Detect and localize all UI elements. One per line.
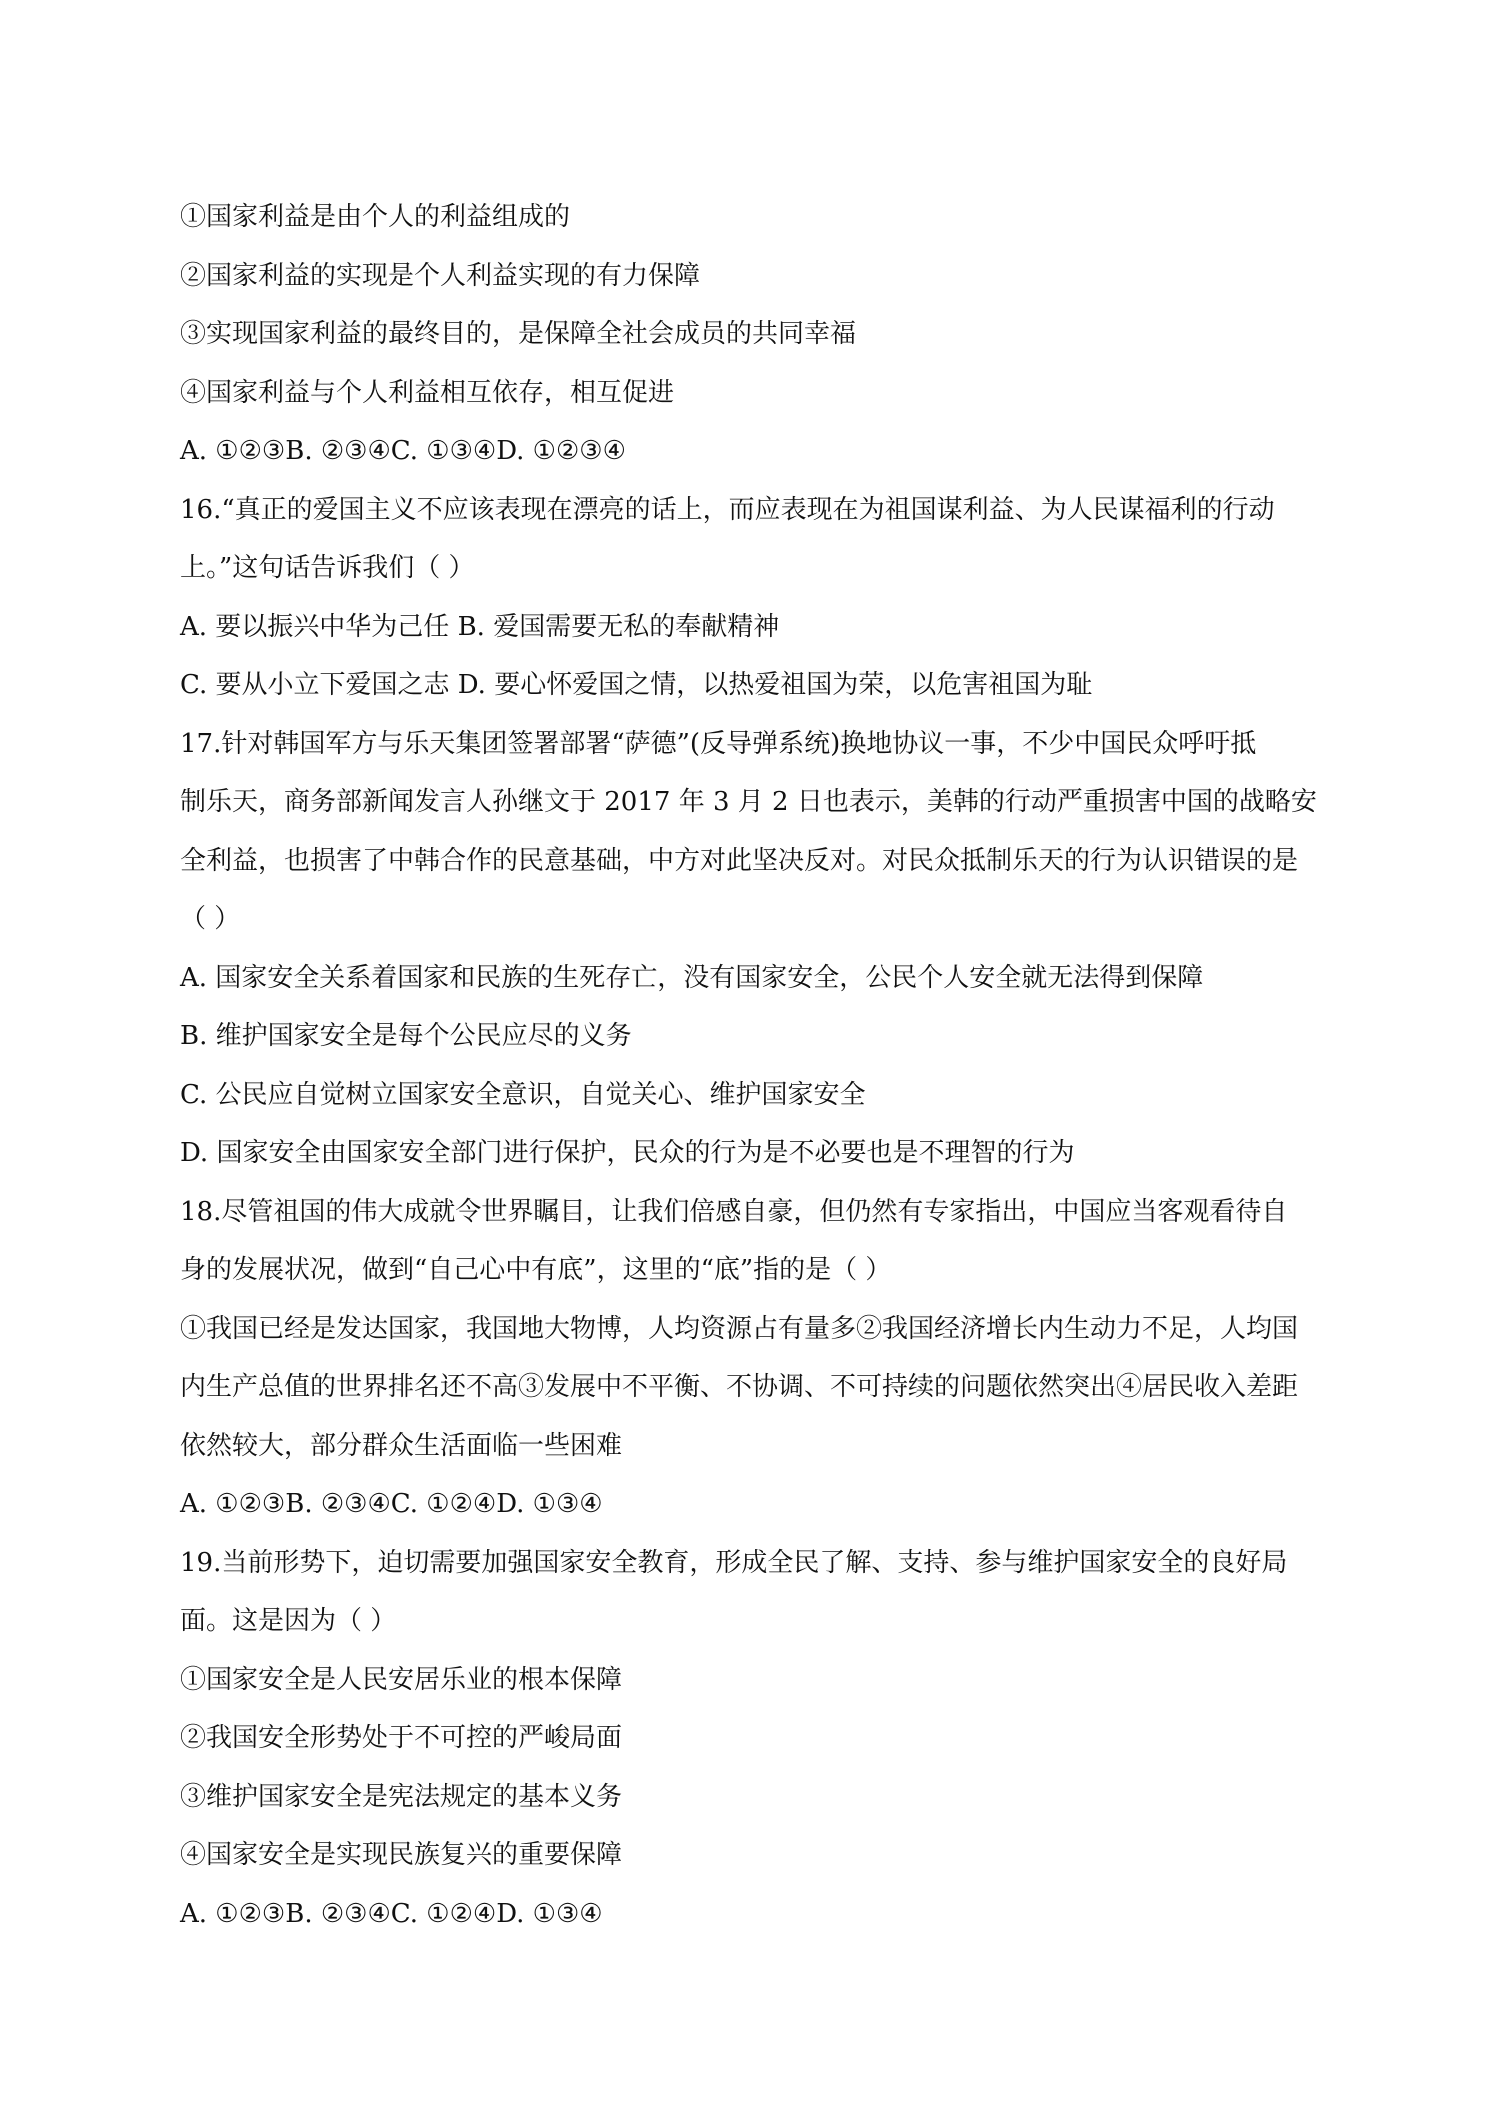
q16-options-line-2: C. 要从小立下爱国之志 D. 要心怀爱国之情，以热爱祖国为荣，以危害祖国为耻 <box>180 670 1093 700</box>
q19-options: A. ①②③B. ②③④C. ①②④D. ①③④ <box>180 1898 603 1929</box>
q19-stem-line-2: 面。这是因为（ ） <box>180 1606 397 1636</box>
q19-statement-4: ④国家安全是实现民族复兴的重要保障 <box>180 1840 623 1870</box>
q15-statement-2: ②国家利益的实现是个人利益实现的有力保障 <box>180 260 701 291</box>
q19-statement-3: ③维护国家安全是宪法规定的基本义务 <box>180 1781 623 1812</box>
q18-statements-line-2: 内生产总值的世界排名还不高③发展中不平衡、不协调、不可持续的问题依然突出④居民收入差距 <box>180 1372 1299 1402</box>
q15-statement-4: ④国家利益与个人利益相互依存，相互促进 <box>180 377 675 408</box>
q17-stem-line-2: 制乐天，商务部新闻发言人孙继文于 2017 年 3 月 2 日也表示，美韩的行动严重损害中国的战略安 <box>180 787 1317 817</box>
q18-statements-line-1: ①我国已经是发达国家，我国地大物博，人均资源占有量多②我国经济增长内生动力不足，人均国 <box>180 1313 1299 1344</box>
question-17 <box>180 715 1320 1183</box>
q17-option-b: B. 维护国家安全是每个公民应尽的义务 <box>180 1021 632 1051</box>
q18-statements-line-3: 依然较大，部分群众生活面临一些困难 <box>180 1430 623 1461</box>
q18-stem-line-1: 18.尽管祖国的伟大成就令世界瞩目，让我们倍感自豪，但仍然有专家指出，中国应当客观看待自 <box>180 1196 1288 1227</box>
q17-stem-line-1: 17.针对韩国军方与乐天集团签署部署“萨德”(反导弹系统)换地协议一事，不少中国民众呼吁抵 <box>180 728 1257 759</box>
q17-stem-line-4: （ ） <box>180 904 241 934</box>
q17-option-d: D. 国家安全由国家安全部门进行保护，民众的行为是不必要也是不理智的行为 <box>180 1138 1075 1168</box>
q16-options-line-1: A. 要以振兴中华为己任 B. 爱国需要无私的奉献精神 <box>180 611 780 642</box>
q17-option-c: C. 公民应自觉树立国家安全意识，自觉关心、维护国家安全 <box>180 1079 866 1110</box>
q15-statement-3: ③实现国家利益的最终目的，是保障全社会成员的共同幸福 <box>180 319 857 349</box>
question-16 <box>180 481 1320 715</box>
exam-content <box>180 188 1320 1943</box>
question-18 <box>180 1183 1320 1534</box>
q19-statement-2: ②我国安全形势处于不可控的严峻局面 <box>180 1723 623 1753</box>
q16-stem-line-2: 上。”这句话告诉我们（ ） <box>180 553 475 583</box>
q15-statement-1: ①国家利益是由个人的利益组成的 <box>180 202 571 232</box>
q17-option-a: A. 国家安全关系着国家和民族的生死存亡，没有国家安全，公民个人安全就无法得到保障 <box>180 962 1204 993</box>
q18-stem-line-2: 身的发展状况，做到“自己心中有底”，这里的“底”指的是（ ） <box>180 1255 892 1285</box>
q19-statement-1: ①国家安全是人民安居乐业的根本保障 <box>180 1664 623 1695</box>
q16-stem-line-1: 16.“真正的爱国主义不应该表现在漂亮的话上，而应表现在为祖国谋利益、为人民谋福利的行动 <box>180 494 1275 525</box>
q18-options: A. ①②③B. ②③④C. ①②④D. ①③④ <box>180 1489 603 1519</box>
question-19 <box>180 1534 1320 1944</box>
q15-options: A. ①②③B. ②③④C. ①③④D. ①②③④ <box>180 436 626 466</box>
q17-stem-line-3: 全利益，也损害了中韩合作的民意基础，中方对此坚决反对。对民众抵制乐天的行为认识错误的是 <box>180 845 1299 876</box>
q19-stem-line-1: 19.当前形势下，迫切需要加强国家安全教育，形成全民了解、支持、参与维护国家安全的良好局 <box>180 1547 1288 1578</box>
question-15 <box>180 188 1320 481</box>
